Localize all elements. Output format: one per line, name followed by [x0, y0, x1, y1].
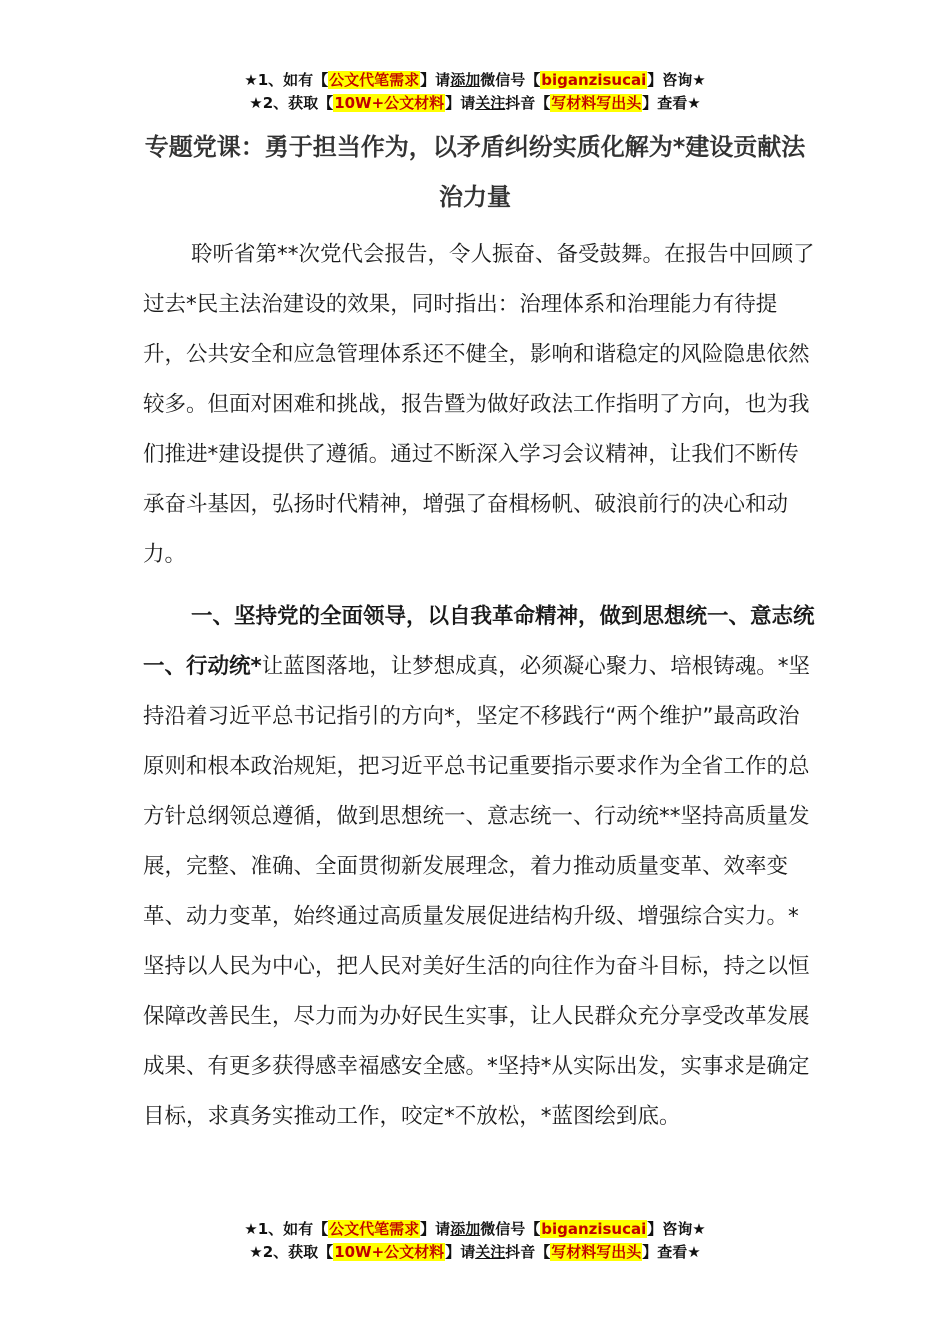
highlight-materials: 10W+公文材料 — [334, 1243, 445, 1261]
highlight-wechat-id: biganzisucai — [541, 71, 647, 89]
banner-text: ★2、获取【 — [249, 94, 334, 112]
banner-line-2 — [0, 1241, 950, 1264]
banner-text: 】请 — [420, 1220, 451, 1238]
paragraph-intro: 聆听省第**次党代会报告，令人振奋、备受鼓舞。在报告中回顾了过去*民主法治建设的效果，同时指出：治理体系和治理能力有待提升，公共安全和应急管理体系还不健全，影响和谐稳定的风险隐患依然较多。但面对困难和挑战，报告暨为做好政法工作指明了方向，也为我们推进*建设提供了遵循。通过不断深入学习会议精神，让我们不断传承奋斗基因，弘扬时代精神，增强了奋楫杨帆、破浪前行的决心和动力。 — [143, 242, 815, 567]
banner-text: 微信号【 — [480, 71, 541, 89]
banner-line-1 — [0, 69, 950, 92]
document-title: 专题党课：勇于担当作为，以矛盾纠纷实质化解为*建设贡献法治力量 — [144, 133, 806, 211]
banner-text: 抖音【 — [505, 1243, 551, 1261]
banner-text: ★1、如有【 — [244, 71, 329, 89]
highlight-materials: 10W+公文材料 — [334, 94, 445, 112]
header-banner — [0, 69, 950, 115]
underlined-text: 关注 — [475, 94, 506, 112]
banner-text: 】查看★ — [642, 1243, 701, 1261]
banner-text: ★1、如有【 — [244, 1220, 329, 1238]
footer-banner — [0, 1218, 950, 1264]
highlight-wechat-id: biganzisucai — [541, 1220, 647, 1238]
banner-text: 】请 — [445, 94, 476, 112]
underlined-text: 添加 — [450, 71, 481, 89]
highlight-service: 公文代笔需求 — [329, 71, 420, 89]
banner-text: 】咨询★ — [647, 1220, 706, 1238]
banner-text: 抖音【 — [505, 94, 551, 112]
paragraph-section-1 — [143, 592, 815, 1142]
underlined-text: 添加 — [450, 1220, 481, 1238]
banner-text: 】请 — [445, 1243, 476, 1261]
highlight-service: 公文代笔需求 — [329, 1220, 420, 1238]
underlined-text: 关注 — [475, 1243, 506, 1261]
banner-text: 】请 — [420, 71, 451, 89]
banner-line-2 — [0, 92, 950, 115]
banner-text: 】咨询★ — [647, 71, 706, 89]
section-body: 让蓝图落地，让梦想成真，必须凝心聚力、培根铸魂。*坚持沿着习近平总书记指引的方向*，坚定不移践行“两个维护”最高政治原则和根本政治规矩，把习近平总书记重要指示要求作为全省工作的总方针总纲领总遵循，做到思想统一、意志统一、行动统**坚持高质量发展，完整、准确、全面贯彻新发展理念，着力推动质量变革、效率变革、动力变革，始终通过高质量发展促进结构升级、增强综合实力。*坚持以人民为中心，把人民对美好生活的向往作为奋斗目标，持之以恒保障改善民生，尽力而为办好民生实事，让人民群众充分享受改革发展成果、有更多获得感幸福感安全感。*坚持*从实际出发，实事求是确定目标，求真务实推动工作，咬定*不放松，*蓝图绘到底。 — [143, 654, 811, 1129]
section-heading: 一、坚持党的全面领导，以自我革命精神，做到思想统一、意志统一、行动统* — [143, 604, 815, 679]
banner-line-1 — [0, 1218, 950, 1241]
highlight-douyin-account: 写材料写出头 — [551, 94, 642, 112]
banner-text: 微信号【 — [480, 1220, 541, 1238]
highlight-douyin-account: 写材料写出头 — [551, 1243, 642, 1261]
banner-text: ★2、获取【 — [249, 1243, 334, 1261]
banner-text: 】查看★ — [642, 94, 701, 112]
